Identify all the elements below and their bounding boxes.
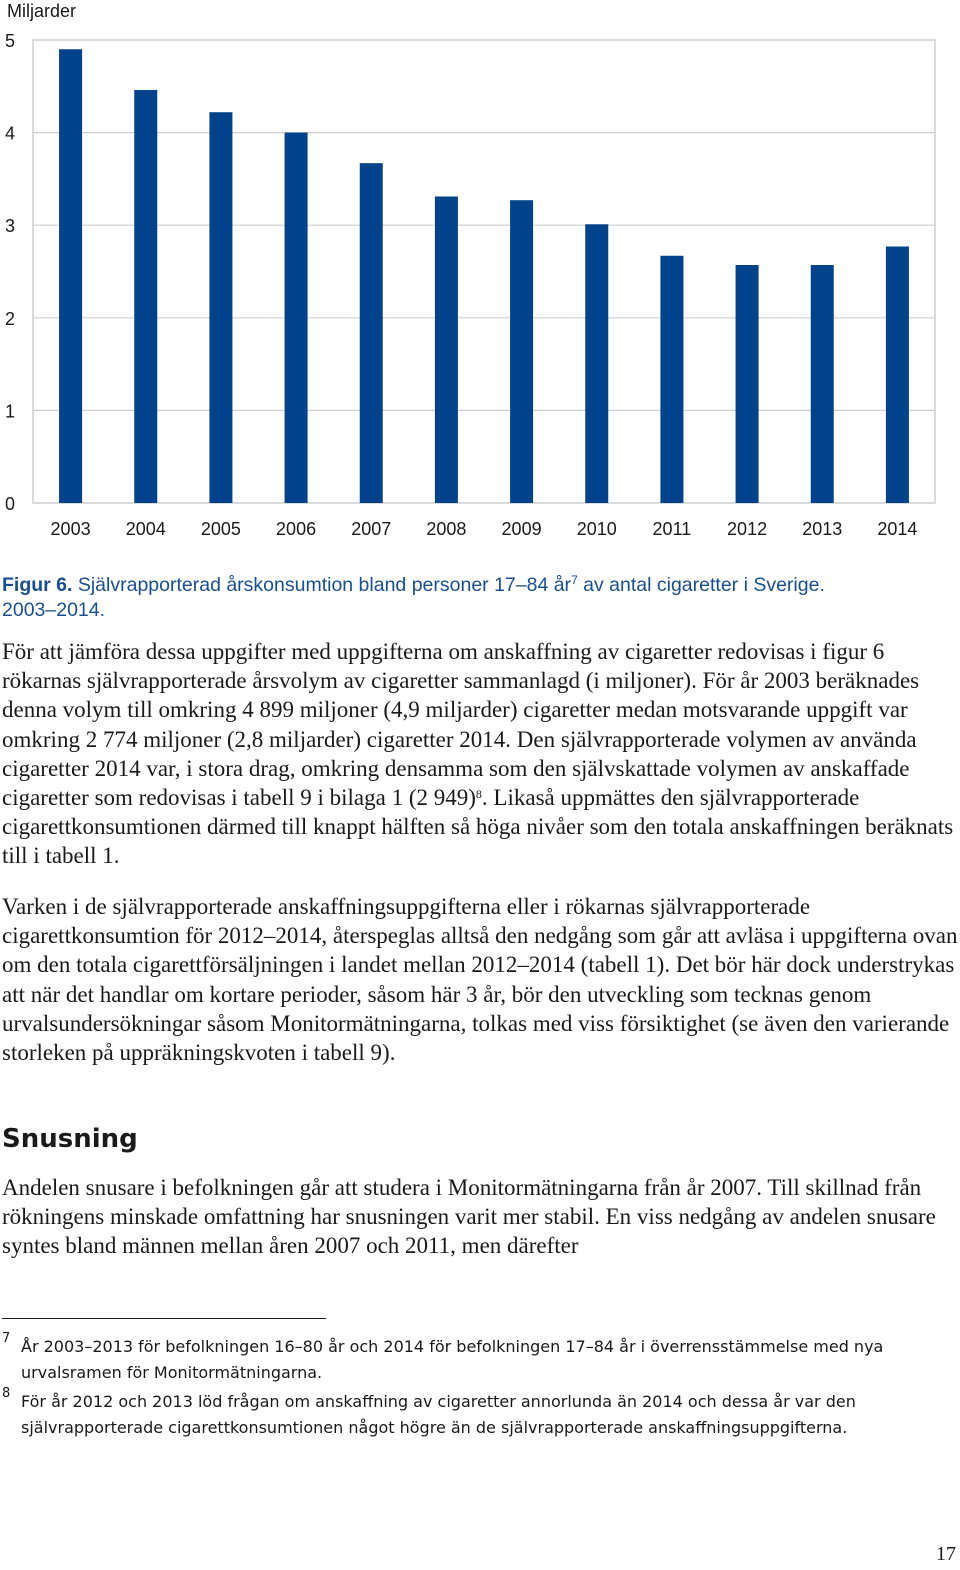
bar-2007 (360, 163, 383, 503)
bar-2010 (585, 224, 608, 503)
x-tick-label-2013: 2013 (802, 519, 843, 539)
bar-2004 (134, 90, 157, 503)
footnote-ref-7[interactable]: 7 (571, 573, 578, 587)
chart-svg (0, 0, 960, 550)
y-tick-label-1: 1 (5, 401, 16, 422)
footnote-7 (2, 1331, 942, 1386)
footnote-text: För år 2012 och 2013 löd frågan om anskaffning av cigaretter annorlunda än 2014 och dessa år var den självrapporterade cigarettkonsumtionen något högre än de självrapporterade anskaffningsuppgifterna. (21, 1392, 856, 1437)
bar-2014 (886, 246, 909, 503)
bar-2013 (811, 265, 834, 503)
paragraph-1-text: För att jämföra dessa uppgifter med uppgifterna om anskaffning av cigaretter redovisas i figur 6 rökarnas självrapporterade årsvolym av cigaretter sammanlagd (i miljoner). För år 2003 beräknades denna volym till omkring 4 899 miljoner (4,9 miljarder) cigaretter medan motsvarande uppgift var omkring 2 774 miljoner (2,8 miljarder) cigaretter 2014. Den självrapporterade volymen av använda cigaretter 2014 var, i stora drag, omkring densamma som den självskattade volymen av anskaffade cigaretter som redovisas i tabell 9 i bilaga 1 (2 949) (2, 639, 920, 811)
x-tick-label-2004: 2004 (125, 519, 166, 539)
figure-caption-years: 2003–2014. (2, 599, 106, 621)
bar-2008 (435, 196, 458, 503)
paragraph-comparison (2, 637, 958, 871)
x-tick-label-2014: 2014 (877, 519, 918, 539)
figure-label: Figur 6. (2, 574, 73, 596)
y-tick-label-2: 2 (5, 308, 16, 329)
footnote-number: 8 (2, 1386, 11, 1401)
figure-caption-text-after: av antal cigaretter i Sverige. (577, 574, 825, 596)
bar-2006 (285, 133, 308, 503)
footnote-8 (2, 1386, 942, 1441)
x-tick-label-2006: 2006 (276, 519, 317, 539)
y-tick-label-0: 0 (5, 494, 16, 514)
x-tick-label-2008: 2008 (426, 519, 467, 539)
bar-2003 (59, 49, 82, 503)
x-tick-label-2012: 2012 (727, 519, 768, 539)
x-tick-label-2007: 2007 (351, 519, 392, 539)
paragraph-snus (2, 1173, 958, 1261)
page-number: 17 (936, 1543, 956, 1565)
bar-2009 (510, 200, 533, 503)
figure-caption (2, 573, 957, 623)
footnote-ref-8[interactable]: 8 (475, 787, 482, 802)
bar-2012 (736, 265, 759, 503)
paragraph-2-text: Varken i de självrapporterade anskaffningsuppgifterna eller i rökarnas självrapporterade cigarettkonsumtion för 2012–2014, återspeglas alltså den nedgång som går att avläsa i uppgifterna ovan om den totala cigarettförsäljningen i landet mellan 2012–2014 (tabell 1). Det bör här dock understrykas att när det handlar om kortare perioder, såsom här 3 år, bör den utveckling som tecknas genom urvalsundersökningar såsom Monitormätningarna, tolkas med viss försiktighet (se även den varierande storleken på uppräkningskvoten i tabell 9). (2, 894, 958, 1066)
bar-2011 (660, 256, 683, 503)
bar-chart (0, 0, 960, 550)
footnote-text: År 2003–2013 för befolkningen 16–80 år och 2014 för befolkningen 17–84 år i överrensstämmelse med nya urvalsramen för Monitormätningarna. (21, 1337, 884, 1382)
x-tick-label-2005: 2005 (200, 519, 241, 539)
figure-caption-text: Självrapporterad årskonsumtion bland personer 17–84 år (72, 574, 572, 596)
paragraph-3-text: Andelen snusare i befolkningen går att studera i Monitormätningarna från år 2007. Till skillnad från rökningens minskade omfattning har snusningen varit mer stabil. En viss nedgång av andelen snusare syntes bland männen mellan åren 2007 och 2011, men därefter (2, 1175, 936, 1259)
section-heading-snusning: Snusning (2, 1124, 138, 1154)
x-tick-label-2009: 2009 (501, 519, 542, 539)
bar-2005 (209, 112, 232, 503)
y-tick-label-5: 5 (5, 31, 16, 51)
plot-frame (33, 40, 935, 503)
x-tick-label-2010: 2010 (576, 519, 617, 539)
x-tick-label-2003: 2003 (50, 519, 91, 539)
y-tick-label-4: 4 (5, 123, 16, 144)
footnote-number: 7 (2, 1331, 11, 1346)
y-axis-label: Miljarder (7, 1, 77, 21)
footnote-divider (2, 1318, 326, 1319)
paragraph-1-text-after: . Likaså uppmättes den självrapporterade cigarettkonsumtionen därmed till knappt hälften så höga nivåer som den totala anskaffningen beräknats till i tabell 1. (2, 785, 954, 869)
y-tick-label-3: 3 (5, 216, 16, 237)
paragraph-trend (2, 892, 958, 1067)
x-tick-label-2011: 2011 (652, 519, 692, 539)
